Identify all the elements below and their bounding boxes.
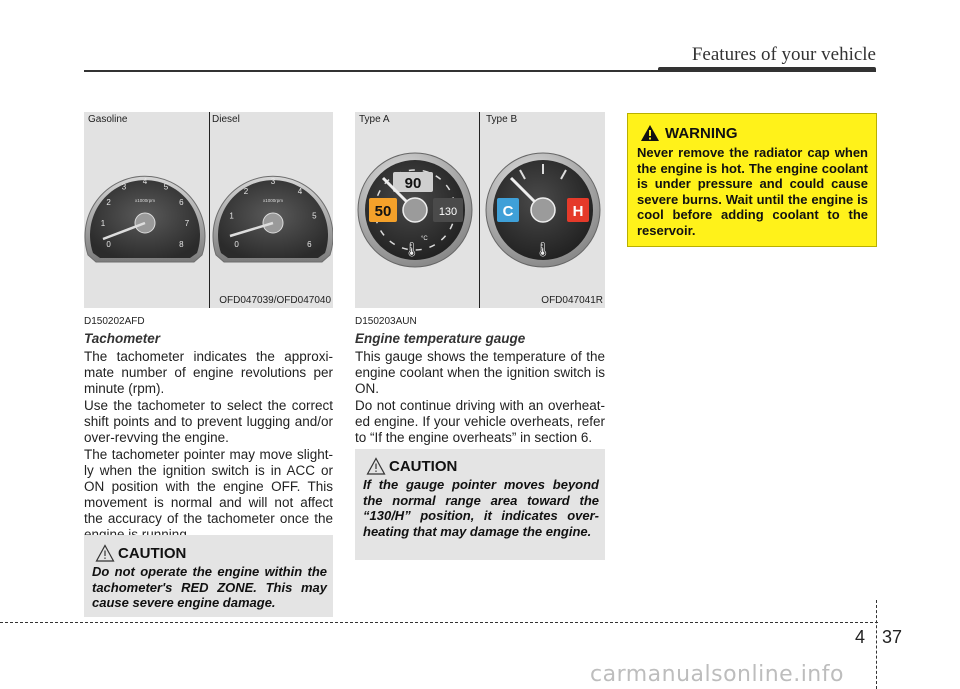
- type-b-hot-label: H: [572, 203, 584, 220]
- dial-tick-label: 3: [270, 177, 276, 186]
- temperature-gauge-figure: [355, 112, 605, 308]
- caution-icon: [95, 544, 115, 562]
- dial-tick-label: 2: [243, 186, 249, 196]
- warning-icon: [640, 124, 660, 142]
- paragraph: The tachometer pointer may move slight-ly when the ignition switch is in ACC or ON position with the engine OFF. This movement is normal and will not affect the accuracy of the tachometer once the: [84, 447, 333, 526]
- type-b-temperature-gauge: [486, 153, 600, 267]
- section-heading: Engine temperature gauge: [355, 331, 526, 346]
- dial-tick-label: 0: [106, 240, 111, 249]
- section-heading: Tachometer: [84, 331, 161, 346]
- dial-tick-label: 5: [163, 182, 169, 192]
- watermark: carmanualsonline.info: [590, 662, 844, 687]
- chapter-number: 4: [855, 627, 866, 647]
- label-type-b: Type B: [486, 114, 518, 125]
- figure-code: OFD047041R: [541, 295, 603, 306]
- coolant-temp-icon: 🌡: [534, 242, 552, 258]
- dial-tick-label: 2: [106, 198, 111, 207]
- dial-tick-label: 3: [121, 182, 127, 192]
- dial-tick-label: 4: [142, 177, 148, 186]
- warning-title: WARNING: [665, 125, 738, 142]
- figure-divider: [479, 112, 480, 308]
- paragraph: Use the tachometer to select the correct shift points and to prevent lugging and/or over-revving the engine.: [84, 398, 333, 445]
- caution-icon: [366, 457, 386, 475]
- page-header-title: Features of your vehicle: [691, 44, 876, 65]
- type-a-temperature-gauge: [358, 153, 472, 267]
- label-diesel: Diesel: [212, 114, 240, 125]
- dial-tick-label: 8: [179, 240, 184, 249]
- gasoline-dial-unit: x1000rpm: [134, 198, 156, 203]
- type-a-low-label: 50: [374, 203, 392, 220]
- caution-title: CAUTION: [118, 545, 187, 562]
- label-type-a: Type A: [359, 114, 390, 125]
- dial-tick-label: 1: [100, 219, 106, 228]
- warning-box: [627, 113, 877, 247]
- type-a-unit: °C: [421, 236, 428, 242]
- figure-divider: [209, 112, 210, 308]
- page-number: 37: [882, 627, 903, 647]
- section-code: D150202AFD: [84, 316, 145, 327]
- header-rule-accent: [658, 67, 876, 72]
- caution-text: If the gauge pointer moves beyond the normal range area toward the “130/H” position, it indicates over-heating that may damage the engine.: [363, 477, 599, 539]
- diesel-dial-unit: x1000rpm: [262, 198, 284, 203]
- caution-text: Do not operate the engine within the tachometer's RED ZONE. This may cause severe engine damage.: [92, 564, 327, 610]
- dial-tick-label: 6: [307, 240, 312, 249]
- label-gasoline: Gasoline: [88, 114, 128, 125]
- type-b-cold-label: C: [502, 203, 514, 220]
- coolant-temp-icon: 🌡: [403, 242, 421, 258]
- figure-code: OFD047039/OFD047040: [219, 295, 331, 306]
- type-a-mid-label: 90: [404, 175, 422, 192]
- temperature-gauge-illustration: [355, 112, 605, 308]
- caution-box: [355, 449, 605, 560]
- dial-tick-label: 0: [234, 240, 239, 249]
- warning-text: Never remove the radiator cap when the engine is hot. The engine coolant is under pressure and could cause severe burns. Wait until the engine is cool before adding coolant to the reservoir.: [637, 145, 868, 238]
- paragraph: Do not continue driving with an overheat-ed engine. If your vehicle overheats, refer to “If the engine overheats” in section 6.: [355, 398, 605, 445]
- footer-rule: [0, 622, 878, 623]
- tachometer-figure: [84, 112, 333, 308]
- dial-tick-label: 4: [297, 186, 303, 196]
- footer-divider: [876, 600, 877, 689]
- section-code: D150203AUN: [355, 316, 417, 327]
- paragraph: This gauge shows the temperature of the engine coolant when the ignition switch is ON.: [355, 349, 605, 396]
- dial-tick-label: 6: [179, 198, 184, 207]
- caution-box: [84, 535, 333, 617]
- dial-tick-label: 5: [312, 211, 317, 221]
- type-a-high-label: 130: [438, 206, 458, 218]
- dial-tick-label: 7: [184, 219, 190, 228]
- paragraph: The tachometer indicates the approxi-mate number of engine revolutions per minute (rpm).: [84, 349, 333, 396]
- dial-tick-label: 1: [229, 211, 234, 221]
- caution-title: CAUTION: [389, 458, 458, 475]
